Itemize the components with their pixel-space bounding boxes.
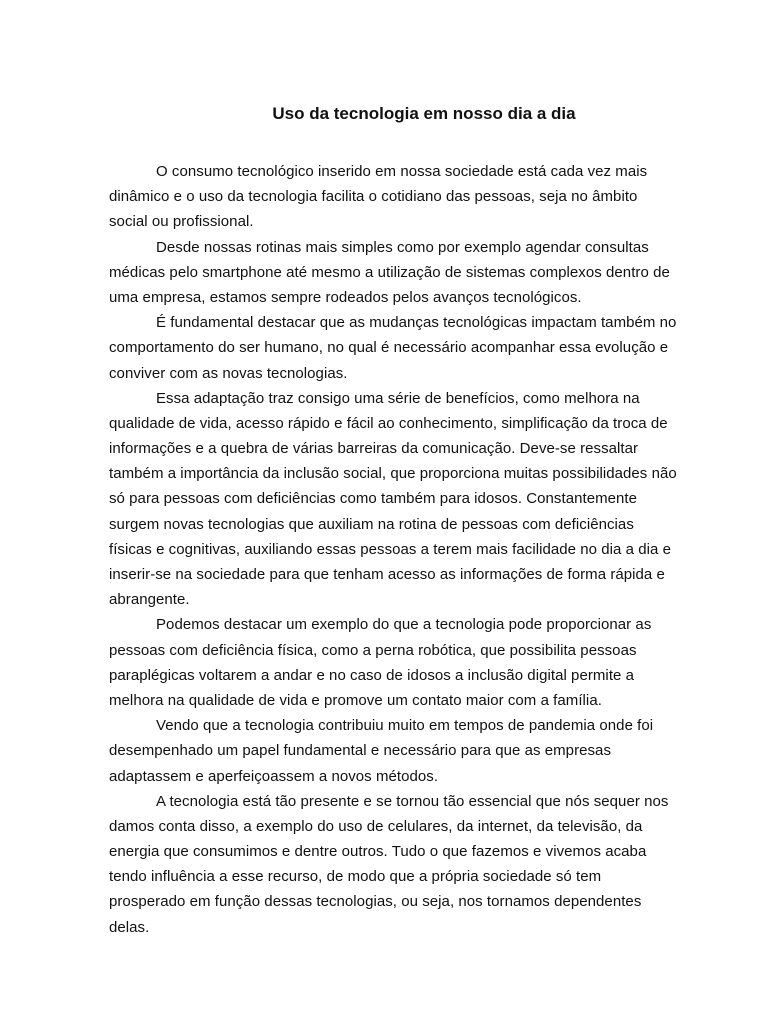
text-line: melhora na qualidade de vida e promove um contato maior com a família. bbox=[109, 691, 602, 709]
text-line: É fundamental destacar que as mudanças tecnológicas impactam também no bbox=[156, 314, 677, 332]
text-line: tendo influência a esse recurso, de modo que a própria sociedade só tem bbox=[109, 868, 602, 886]
text-line: comportamento do ser humano, no qual é necessário acompanhar essa evolução e bbox=[109, 339, 669, 357]
document-title: Uso da tecnologia em nosso dia a dia bbox=[272, 104, 576, 123]
paragraph bbox=[109, 159, 695, 235]
text-line: Podemos destacar um exemplo do que a tecnologia pode proporcionar as bbox=[156, 616, 652, 634]
text-line: delas. bbox=[109, 918, 150, 936]
text-line: energia que consumimos e dentre outros. Tudo o que fazemos e vivemos acaba bbox=[109, 843, 647, 861]
text-line: uma empresa, estamos sempre rodeados pelos avanços tecnológicos. bbox=[109, 288, 582, 306]
text-line: inserir-se na sociedade para que tenham acesso as informações de forma rápida e bbox=[109, 566, 665, 583]
text-line: prosperado em função dessas tecnologias, ou seja, nos tornamos dependentes bbox=[109, 893, 642, 911]
text-line: físicas e cognitivas, auxiliando essas pessoas a terem mais facilidade no dia a dia e bbox=[109, 540, 672, 558]
text-line: médicas pelo smartphone até mesmo a utilização de sistemas complexos dentro de bbox=[109, 263, 670, 281]
paragraph bbox=[109, 612, 695, 713]
document-body bbox=[109, 159, 695, 940]
text-line: abrangente. bbox=[109, 591, 190, 609]
text-line: paraplégicas voltarem a andar e no caso de idosos a inclusão digital permite a bbox=[109, 666, 635, 684]
text-line: também a importância da inclusão social, que proporciona muitas possibilidades não bbox=[109, 465, 677, 483]
paragraph bbox=[109, 386, 695, 613]
text-line: pessoas com deficiência física, como a perna robótica, que possibilita pessoas bbox=[109, 641, 637, 659]
text-line: social ou profissional. bbox=[109, 213, 254, 231]
text-line: Essa adaptação traz consigo uma série de benefícios, como melhora na bbox=[156, 389, 640, 407]
text-line: Desde nossas rotinas mais simples como por exemplo agendar consultas bbox=[156, 238, 649, 256]
text-line: surgem novas tecnologias que auxiliam na rotina de pessoas com deficiências bbox=[109, 515, 634, 533]
paragraph bbox=[109, 310, 695, 386]
text-line: adaptassem e aperfeiçoassem a novos métodos. bbox=[109, 767, 439, 785]
paragraph bbox=[109, 789, 695, 940]
text-line: só para pessoas com deficiências como também para idosos. Constantemente bbox=[109, 490, 638, 508]
text-line: damos conta disso, a exemplo do uso de celulares, da internet, da televisão, da bbox=[109, 817, 643, 835]
text-line: informações e a quebra de várias barreiras da comunicação. Deve-se ressaltar bbox=[109, 440, 639, 458]
text-line: dinâmico e o uso da tecnologia facilita o cotidiano das pessoas, seja no âmbito bbox=[109, 188, 638, 206]
paragraph bbox=[109, 713, 695, 789]
text-line: desempenhado um papel fundamental e necessário para que as empresas bbox=[109, 742, 612, 760]
text-line: qualidade de vida, acesso rápido e fácil ao conhecimento, simplificação da troca de bbox=[109, 414, 668, 432]
text-line: Vendo que a tecnologia contribuiu muito em tempos de pandemia onde foi bbox=[156, 717, 654, 735]
text-line: A tecnologia está tão presente e se tornou tão essencial que nós sequer nos bbox=[156, 792, 669, 810]
paragraph bbox=[109, 235, 695, 311]
text-line: O consumo tecnológico inserido em nossa sociedade está cada vez mais bbox=[156, 163, 648, 180]
text-line: conviver com as novas tecnologias. bbox=[109, 364, 348, 382]
